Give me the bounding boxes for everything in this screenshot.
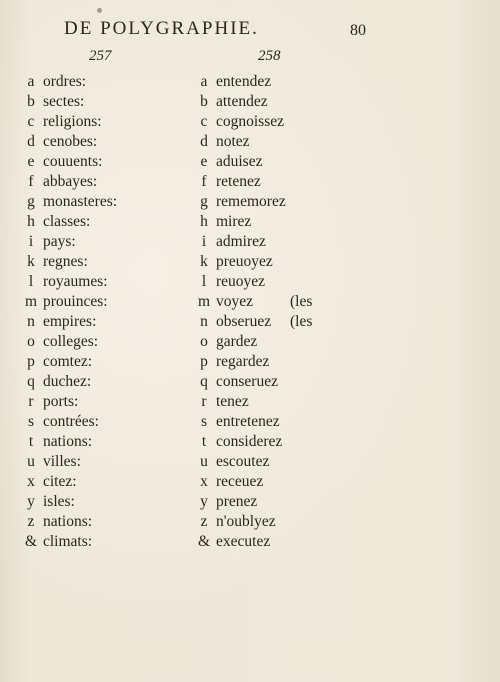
right-key-word: voyez	[216, 293, 254, 310]
left-key-letter: x	[27, 473, 35, 490]
left-key-letter: u	[27, 453, 35, 470]
left-key-letter: r	[28, 393, 34, 410]
left-key-word: empires:	[43, 313, 97, 330]
right-key-letter: q	[200, 373, 208, 390]
left-key-letter: m	[24, 293, 38, 310]
right-key-extra: (les	[290, 313, 313, 330]
left-key-word: citez:	[43, 473, 77, 490]
left-key-word: couuents:	[43, 153, 103, 170]
left-key-letter: n	[27, 313, 35, 330]
left-key-letter: a	[27, 73, 35, 90]
left-key-letter: e	[27, 153, 35, 170]
left-key-word: climats:	[43, 533, 93, 550]
right-key-word: receuez	[216, 473, 264, 490]
right-key-letter: n	[200, 313, 208, 330]
right-key-letter: u	[200, 453, 208, 470]
right-key-word: rememorez	[216, 193, 286, 210]
right-key-letter: b	[200, 93, 208, 110]
left-key-letter: i	[28, 233, 34, 250]
right-column-number: 258	[258, 48, 281, 64]
left-key-word: comtez:	[43, 353, 93, 370]
right-key-word: preuoyez	[216, 253, 273, 270]
left-key-word: duchez:	[43, 373, 92, 390]
left-key-letter: o	[27, 333, 35, 350]
left-key-letter: k	[27, 253, 35, 270]
right-key-letter: x	[200, 473, 208, 490]
left-key-letter: d	[27, 133, 35, 150]
left-key-letter: &	[24, 533, 38, 550]
right-key-word: entendez	[216, 73, 272, 90]
left-key-word: ordres:	[43, 73, 87, 90]
right-key-word: aduisez	[216, 153, 263, 170]
left-key-word: religions:	[43, 113, 102, 130]
right-key-word: entretenez	[216, 413, 280, 430]
right-key-word: reuoyez	[216, 273, 266, 290]
right-key-word: attendez	[216, 93, 268, 110]
right-key-letter: t	[201, 433, 207, 450]
left-key-letter: z	[27, 513, 35, 530]
left-key-word: cenobes:	[43, 133, 98, 150]
right-key-word: prenez	[216, 493, 258, 510]
left-key-word: colleges:	[43, 333, 99, 350]
left-key-word: pays:	[43, 233, 76, 250]
right-key-letter: g	[200, 193, 208, 210]
right-key-word: considerez	[216, 433, 283, 450]
right-key-word: gardez	[216, 333, 258, 350]
right-key-letter: l	[201, 273, 207, 290]
right-key-word: cognoissez	[216, 113, 285, 130]
left-key-word: abbayes:	[43, 173, 98, 190]
left-key-letter: t	[28, 433, 34, 450]
right-key-letter: z	[200, 513, 208, 530]
right-key-letter: y	[200, 493, 208, 510]
right-key-word: conseruez	[216, 373, 278, 390]
right-key-letter: &	[197, 533, 211, 550]
right-key-word: n'oublyez	[216, 513, 276, 530]
left-column-number: 257	[89, 48, 112, 64]
left-key-letter: y	[27, 493, 35, 510]
right-key-word: tenez	[216, 393, 249, 410]
right-key-word: obseruez	[216, 313, 272, 330]
page-number: 80	[350, 22, 366, 39]
right-key-word: admirez	[216, 233, 266, 250]
left-key-letter: b	[27, 93, 35, 110]
ink-spot	[97, 8, 102, 13]
left-key-word: classes:	[43, 213, 91, 230]
right-key-letter: d	[200, 133, 208, 150]
right-key-letter: h	[200, 213, 208, 230]
right-key-word: escoutez	[216, 453, 270, 470]
left-key-letter: h	[27, 213, 35, 230]
right-key-letter: f	[201, 173, 207, 190]
right-key-word: notez	[216, 133, 250, 150]
right-key-letter: o	[200, 333, 208, 350]
left-key-word: regnes:	[43, 253, 88, 270]
left-key-letter: p	[27, 353, 35, 370]
left-key-word: contrées:	[43, 413, 99, 430]
right-key-letter: i	[201, 233, 207, 250]
left-key-letter: l	[28, 273, 34, 290]
left-key-word: isles:	[43, 493, 75, 510]
right-key-extra: (les	[290, 293, 313, 310]
left-key-word: nations:	[43, 433, 93, 450]
left-key-word: nations:	[43, 513, 93, 530]
left-key-word: villes:	[43, 453, 81, 470]
left-key-letter: q	[27, 373, 35, 390]
right-key-letter: s	[200, 413, 208, 430]
right-key-letter: p	[200, 353, 208, 370]
running-header: DE POLYGRAPHIE.	[64, 18, 259, 39]
left-key-letter: g	[27, 193, 35, 210]
left-key-word: sectes:	[43, 93, 85, 110]
left-key-letter: f	[28, 173, 34, 190]
right-key-letter: r	[201, 393, 207, 410]
right-key-letter: c	[200, 113, 208, 130]
left-key-letter: c	[27, 113, 35, 130]
left-key-letter: s	[27, 413, 35, 430]
left-key-word: royaumes:	[43, 273, 108, 290]
right-key-word: mirez	[216, 213, 252, 230]
left-key-word: prouinces:	[43, 293, 108, 310]
right-key-word: executez	[216, 533, 271, 550]
right-key-word: retenez	[216, 173, 261, 190]
left-key-word: ports:	[43, 393, 79, 410]
right-key-word: regardez	[216, 353, 270, 370]
right-key-letter: k	[200, 253, 208, 270]
right-key-letter: a	[200, 73, 208, 90]
right-key-letter: e	[200, 153, 208, 170]
right-key-letter: m	[197, 293, 211, 310]
left-key-word: monasteres:	[43, 193, 118, 210]
